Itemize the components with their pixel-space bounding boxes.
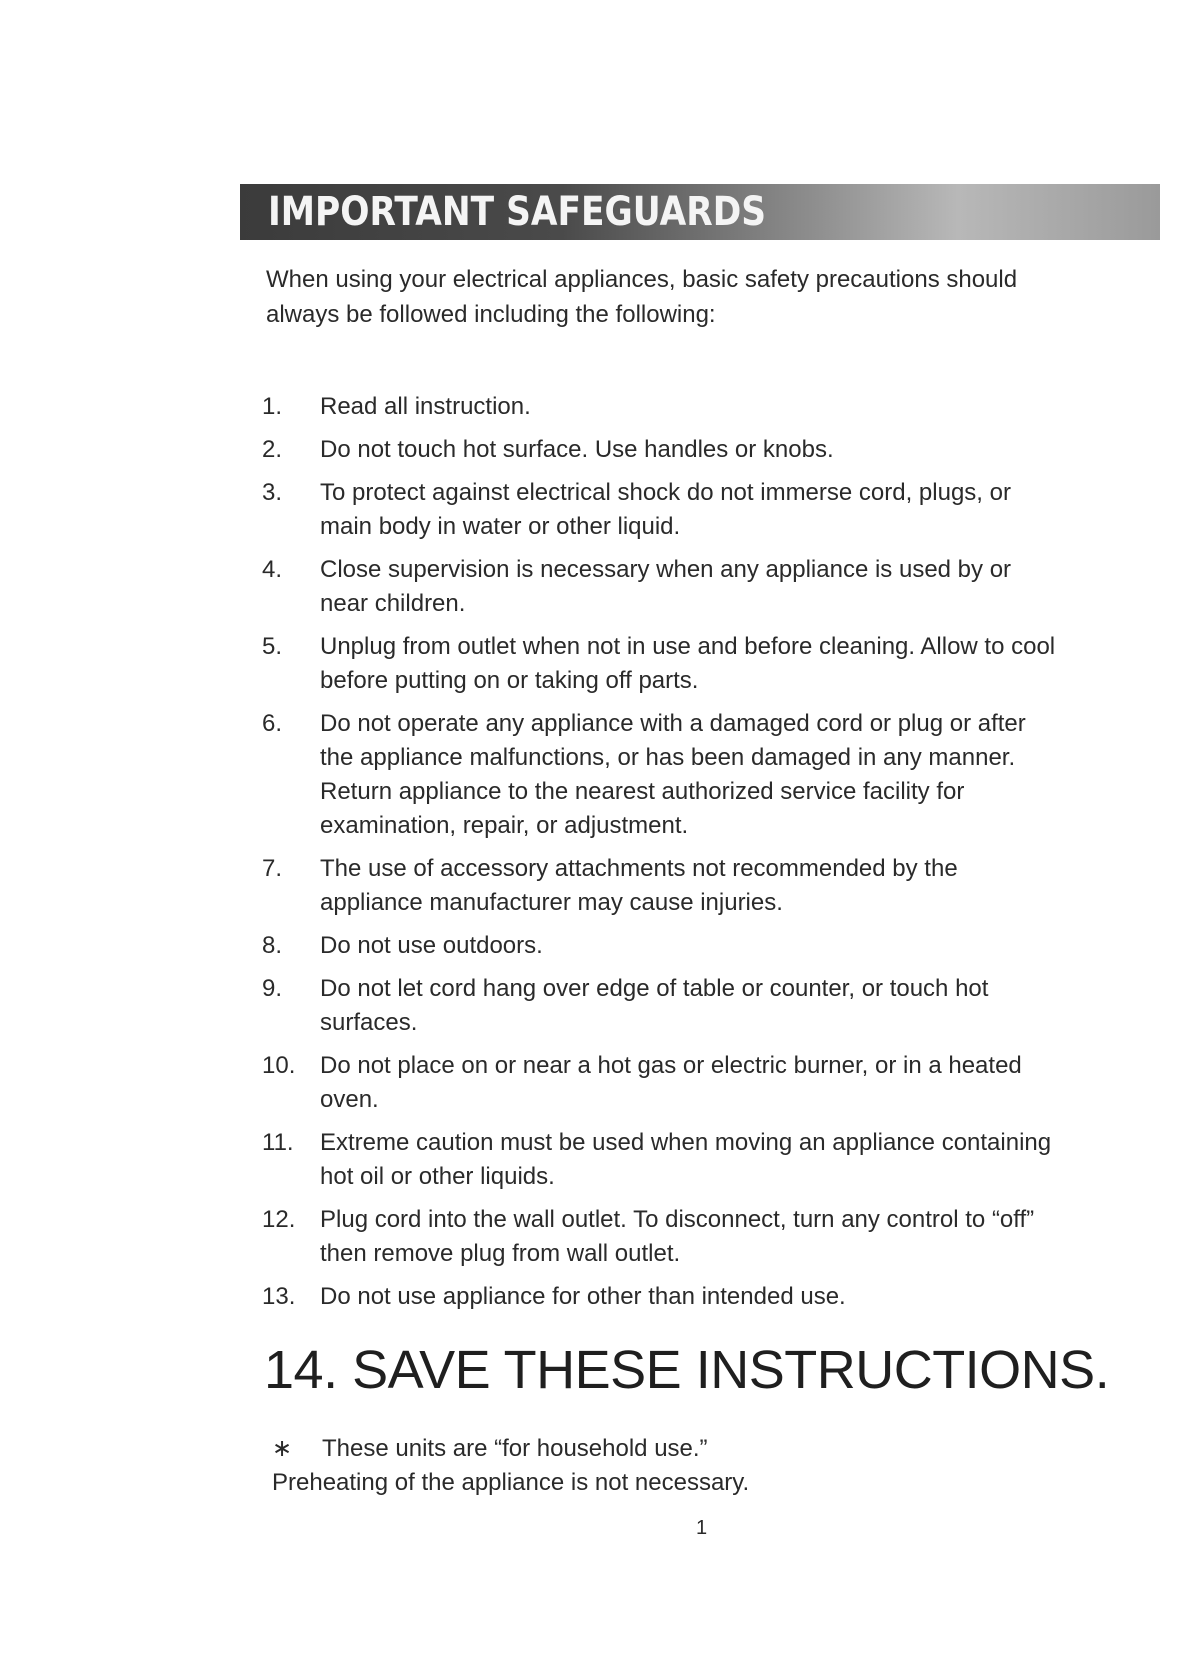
item-text: Do not touch hot surface. Use handles or knobs. <box>320 436 834 463</box>
preheating-note: Preheating of the appliance is not necessary. <box>272 1469 750 1496</box>
list-item <box>262 433 1062 467</box>
list-item <box>262 553 1062 621</box>
asterisk-icon: ∗ <box>272 1435 293 1462</box>
household-note-text: These units are “for household use.” <box>322 1435 708 1462</box>
item-number: 8. <box>262 932 283 959</box>
list-item <box>262 476 1062 544</box>
list-item <box>262 390 1062 424</box>
item-number: 7. <box>262 855 283 882</box>
household-note <box>272 1432 749 1466</box>
item-text: Do not let cord hang over edge of table or counter, or touch hot surfaces. <box>320 975 989 1036</box>
save-instructions-heading: 14. SAVE THESE INSTRUCTIONS. <box>264 1340 1110 1400</box>
list-item <box>262 1203 1062 1271</box>
item-text: Do not use outdoors. <box>320 932 543 959</box>
list-item <box>262 1049 1062 1117</box>
item-number: 12. <box>262 1206 296 1233</box>
list-item <box>262 1280 1062 1314</box>
item-number: 3. <box>262 479 283 506</box>
item-text: Unplug from outlet when not in use and before cleaning. Allow to cool before putting on or taking off parts. <box>320 633 1056 694</box>
item-text: Extreme caution must be used when moving an appliance containing hot oil or other liquids. <box>320 1129 1052 1190</box>
list-item <box>262 1126 1062 1194</box>
item-text: To protect against electrical shock do not immerse cord, plugs, or main body in water or other liquid. <box>320 479 1011 540</box>
page-number: 1 <box>696 1517 708 1539</box>
intro-paragraph: When using your electrical appliances, basic safety precautions should always be followed including the following: <box>266 266 1018 328</box>
item-text: Do not place on or near a hot gas or electric burner, or in a heated oven. <box>320 1052 1022 1113</box>
item-number: 9. <box>262 975 283 1002</box>
header-banner <box>240 184 1160 240</box>
item-number: 6. <box>262 710 283 737</box>
list-item <box>262 707 1062 843</box>
item-text: Do not use appliance for other than intended use. <box>320 1283 846 1310</box>
item-number: 10. <box>262 1052 296 1079</box>
item-text: Do not operate any appliance with a damaged cord or plug or after the appliance malfunctions, or has been damaged in any manner. Return appliance to the nearest authorized service facility for examination, repair, or adjustment. <box>320 710 1026 839</box>
list-item <box>262 929 1062 963</box>
list-item <box>262 972 1062 1040</box>
item-number: 5. <box>262 633 283 660</box>
item-text: Close supervision is necessary when any appliance is used by or near children. <box>320 556 1012 617</box>
list-item <box>262 852 1062 920</box>
safeguards-list <box>262 390 1062 1323</box>
list-item <box>262 630 1062 698</box>
item-number: 11. <box>262 1129 294 1156</box>
item-number: 1. <box>262 393 283 420</box>
item-number: 4. <box>262 556 283 583</box>
item-text: Plug cord into the wall outlet. To disconnect, turn any control to “off” then remove plug from wall outlet. <box>320 1206 1035 1267</box>
item-number: 13. <box>262 1283 296 1310</box>
page-title: IMPORTANT SAFEGUARDS <box>268 189 767 235</box>
notes <box>272 1432 749 1500</box>
item-text: The use of accessory attachments not recommended by the appliance manufacturer may cause injuries. <box>320 855 958 916</box>
item-number: 2. <box>262 436 283 463</box>
item-text: Read all instruction. <box>320 393 531 420</box>
